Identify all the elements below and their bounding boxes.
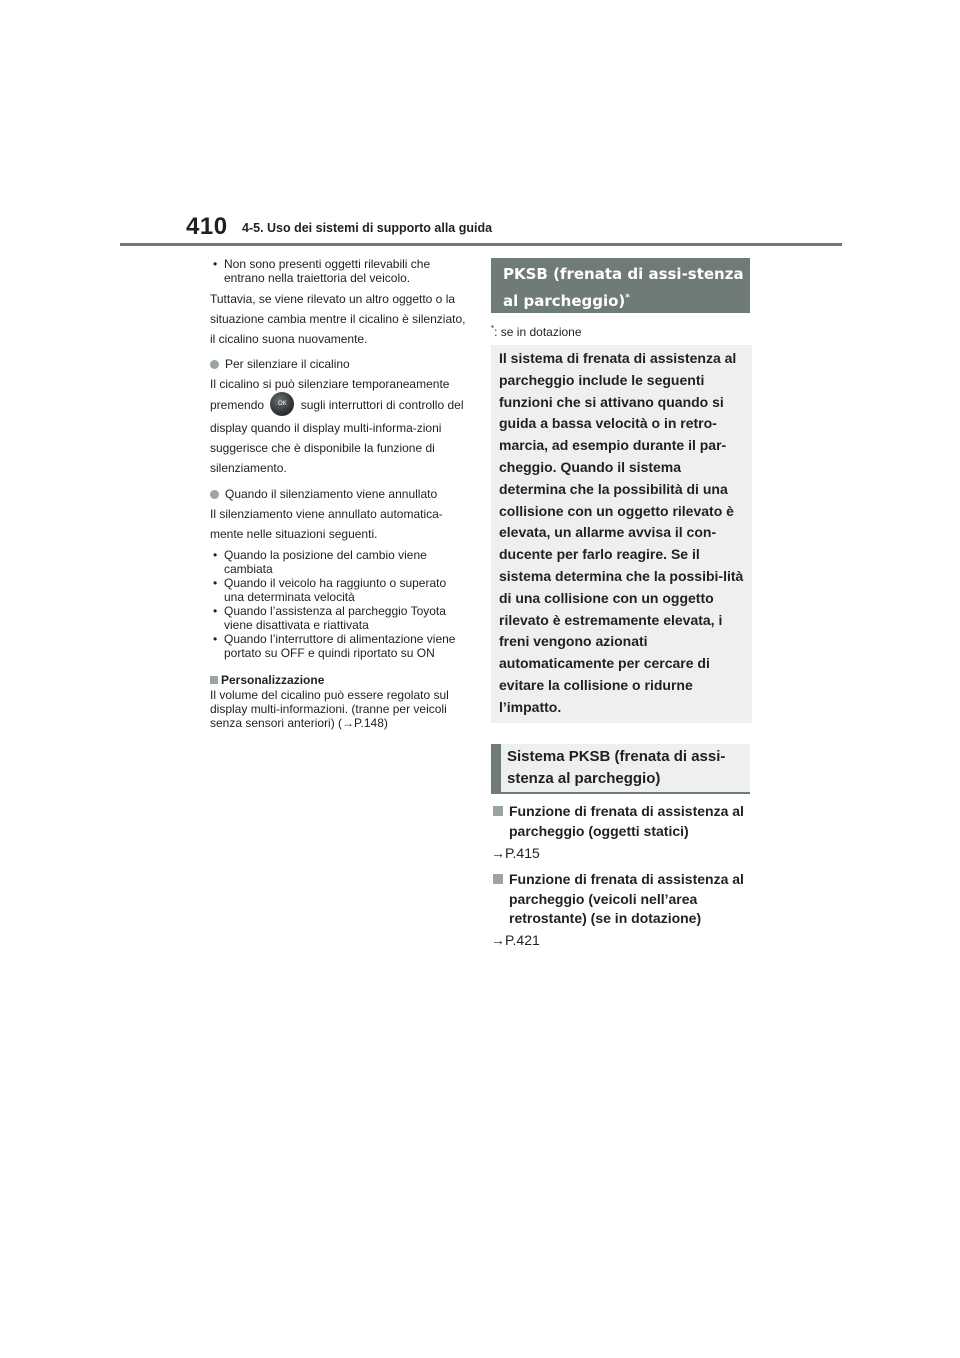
footnote-text: : se in dotazione	[494, 325, 582, 339]
custom-paragraph: Il volume del cicalino può essere regolato sul display multi-informazioni. (tranne per veicoli senza sensori anteriori) (→P.148)	[210, 688, 449, 730]
left-column	[210, 257, 468, 730]
custom-heading-text: Personalizzazione	[221, 673, 325, 687]
bullet-dot-icon	[210, 490, 219, 499]
system-title-rule	[491, 792, 750, 794]
list-item: • Quando la posizione del cambio viene cambiata	[210, 548, 468, 576]
intro-paragraph: Tuttavia, se viene rilevato un altro oggetto o la situazione cambia mentre il cicalino è silenziato, il cicalino suona nuovamente.	[210, 292, 466, 346]
ok-button-icon: OK	[270, 392, 294, 416]
list-item: • Quando l’assistenza al parcheggio Toyota viene disattivata e riattivata	[210, 604, 468, 632]
header-rule	[120, 243, 842, 246]
footnote	[491, 324, 582, 339]
page-number: 410	[186, 213, 228, 240]
mute-paragraph	[210, 374, 468, 478]
feature-title: Funzione di frenata di assistenza al parcheggio (veicoli nell’area retrostante) (se in dotazione)	[509, 871, 744, 926]
feature-title: Funzione di frenata di assistenza al parcheggio (oggetti statici)	[509, 803, 744, 839]
page-reference-link[interactable]: →P.415	[491, 845, 540, 861]
pksb-title-box	[491, 258, 750, 313]
description-text: Il sistema di frenata di assistenza al parcheggio include le seguenti funzioni che si attivano quando si guida a bassa velocità o in retro-marcia, ad esempio durante il par-cheggio. Quando il sistema determina che la possibilità di una collisione con un oggetto rilevato è elevata, un allarme avvisa il con-ducente per farlo reagire. Se il sistema determina che la possibi-lità di una collisione con un oggetto rilevato è estremamente elevata, i freni vengono azionati automaticamente per cercare di evitare la collisione o ridurne l’impatto.	[499, 350, 744, 715]
list-item: • Quando l’interruttore di alimentazione viene portato su OFF e quindi riportato su ON	[210, 632, 468, 660]
footnote-mark: *	[491, 324, 495, 333]
section-title: 4-5. Uso dei sistemi di supporto alla guida	[242, 221, 493, 235]
square-bullet-icon	[493, 806, 503, 816]
bullet-dot-icon	[210, 360, 219, 369]
page-reference-link[interactable]: →P.421	[491, 932, 540, 948]
feature-rear-vehicles	[491, 870, 753, 929]
pksb-title: PKSB (frenata di assi-stenza al parcheggio)	[503, 265, 744, 310]
square-bullet-icon	[210, 676, 218, 684]
mute-text-after: sugli interruttori di controllo del display quando il display multi-informa-zioni suggerisce che è disponibile la funzione di silenziamento.	[210, 398, 464, 475]
cancel-paragraph: Il silenziamento viene annullato automatica-mente nelle situazioni seguenti.	[210, 507, 443, 541]
system-title-box	[491, 744, 750, 792]
mute-heading-text: Per silenziare il cicalino	[225, 357, 350, 371]
cancel-heading-text: Quando il silenziamento viene annullato	[225, 487, 438, 501]
mute-text-before: Il cicalino si può silenziare temporaneamente premendo	[210, 377, 450, 413]
list-item: • Quando il veicolo ha raggiunto o superato una determinata velocità	[210, 576, 468, 604]
description-box	[491, 345, 752, 723]
feature-static-objects	[491, 802, 753, 841]
square-bullet-icon	[493, 874, 503, 884]
pksb-title-mark: *	[625, 293, 630, 303]
system-title: Sistema PKSB (frenata di assi-stenza al parcheggio)	[507, 748, 726, 787]
cancel-heading	[210, 487, 468, 501]
mute-heading	[210, 357, 468, 371]
intro-bullet: • Non sono presenti oggetti rilevabili che entrano nella traiettoria del veicolo.	[210, 257, 468, 285]
custom-heading	[210, 673, 468, 687]
